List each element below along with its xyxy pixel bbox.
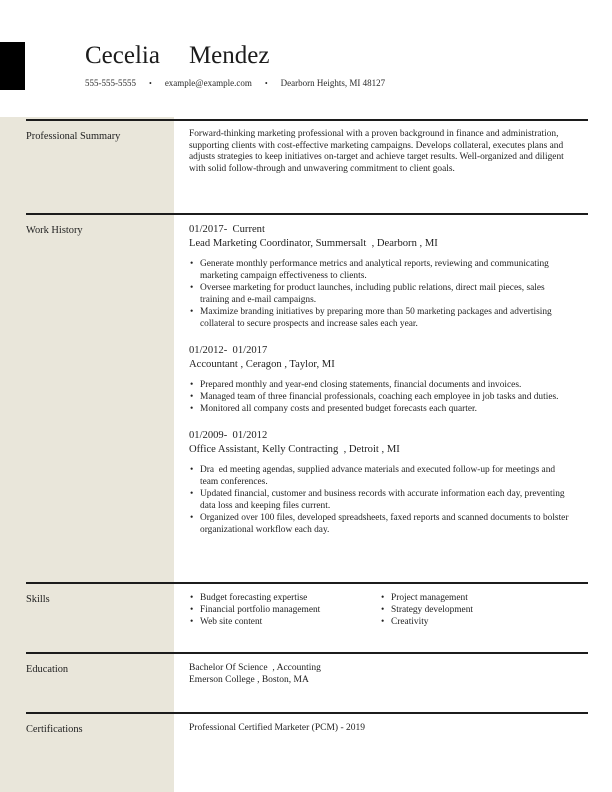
job-bullet: • Oversee marketing for product launches, including public relations, direct mail pieces, sales training and e-mail campaigns. — [189, 282, 569, 306]
job-bullet: • Prepared monthly and year-end closing statements, financial documents and invoices. — [189, 379, 569, 391]
skill-item: • Budget forecasting expertise — [189, 592, 380, 604]
contact-separator: • — [149, 78, 152, 88]
job-bullet: • Maximize branding initiatives by preparing more than 50 marketing packages and advertising collateral to secure prospects and increase sales each year. — [189, 306, 569, 330]
certification-item: Professional Certified Marketer (PCM) - 2019 — [189, 723, 365, 733]
job-bullet-list — [189, 464, 569, 536]
job-bullet: • Organized over 100 files, developed spreadsheets, faxed reports and scanned documents to bolster organizational workflow each day. — [189, 512, 569, 536]
section-professional-summary — [26, 119, 588, 213]
skill-item: • Creativity — [380, 616, 571, 628]
skill-item: • Strategy development — [380, 604, 571, 616]
section-label-education: Education — [26, 664, 69, 675]
job-bullet: • Updated financial, customer and business records with accurate information each day, preventing data loss and keeping files current. — [189, 488, 569, 512]
skill-item: • Financial portfolio management — [189, 604, 380, 616]
section-work-history — [26, 213, 588, 582]
job-entry — [189, 223, 571, 330]
name-first: Cecelia — [85, 42, 160, 69]
contact-separator: • — [264, 78, 268, 88]
summary-text: Forward-thinking marketing professional with a proven background in finance and administration, supporting clients with cost-effective marketing campaigns. Develops collateral, executes plans and adjusts strategies to keep initiatives on-target and achieve target results. Well-organized and diligent with solid follow-through and unwavering commitment to client goals. — [189, 129, 564, 175]
contact-email: example@example.com — [164, 78, 252, 88]
section-skills — [26, 582, 588, 652]
job-entry — [189, 429, 571, 536]
job-dates: 01/2017- Current — [189, 224, 265, 235]
skills-column-left — [189, 592, 380, 628]
section-education — [26, 652, 588, 712]
accent-bar — [0, 42, 25, 90]
section-label-certifications: Certifications — [26, 724, 83, 735]
education-degree: Bachelor Of Science , Accounting — [189, 663, 321, 673]
job-bullet-list — [189, 379, 569, 415]
skill-item: • Project management — [380, 592, 571, 604]
section-label-professional-summary: Professional Summary — [26, 131, 121, 142]
job-bullet: • Dra ed meeting agendas, supplied advance materials and executed follow-up for meetings and team conferences. — [189, 464, 569, 488]
job-dates: 01/2012- 01/2017 — [189, 345, 268, 356]
job-title: Lead Marketing Coordinator, Summersalt , Dearborn , MI — [189, 238, 438, 249]
name-last: Mendez — [188, 42, 270, 69]
section-label-work-history: Work History — [26, 225, 83, 236]
skill-item: • Web site content — [189, 616, 380, 628]
contact-phone: 555-555-5555 — [85, 78, 136, 88]
job-bullet: • Monitored all company costs and presented budget forecasts each quarter. — [189, 403, 569, 415]
section-certifications — [26, 712, 588, 792]
job-entry — [189, 344, 571, 415]
job-title: Accountant , Ceragon , Taylor, MI — [189, 359, 335, 370]
job-bullet-list — [189, 258, 569, 330]
job-title: Office Assistant, Kelly Contracting , Detroit , MI — [189, 444, 400, 455]
job-bullet: • Managed team of three financial professionals, coaching each employee in job tasks and duties. — [189, 391, 569, 403]
skills-column-right — [380, 592, 571, 628]
job-dates: 01/2009- 01/2012 — [189, 430, 268, 441]
page-title — [85, 43, 269, 69]
education-school: Emerson College , Boston, MA — [189, 675, 309, 685]
contact-line — [85, 78, 385, 88]
section-label-skills: Skills — [26, 594, 50, 605]
contact-location: Dearborn Heights, MI 48127 — [280, 78, 386, 88]
job-bullet: • Generate monthly performance metrics and analytical reports, reviewing and communicating marketing campaign effectiveness to clients. — [189, 258, 569, 282]
